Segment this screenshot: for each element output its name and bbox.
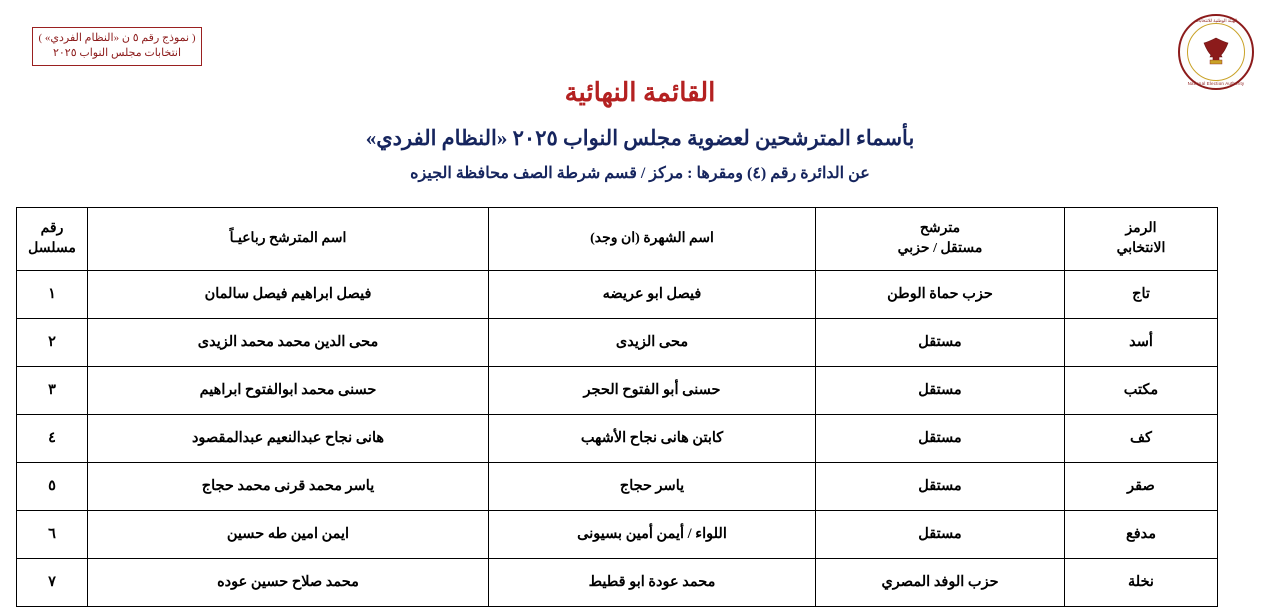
cell-party: حزب حماة الوطن <box>816 271 1065 319</box>
cell-party: مستقل <box>816 367 1065 415</box>
cell-symbol: كف <box>1065 415 1218 463</box>
cell-symbol: مدفع <box>1065 511 1218 559</box>
cell-serial: ٥ <box>17 463 88 511</box>
cell-party: حزب الوفد المصري <box>816 559 1065 607</box>
cell-symbol: صقر <box>1065 463 1218 511</box>
column-header-party-line2: مستقل / حزبي <box>897 241 983 256</box>
cell-fame: محمد عودة ابو قطيط <box>489 559 816 607</box>
table-row <box>17 319 1218 367</box>
table-row <box>17 463 1218 511</box>
table-header-row <box>17 208 1218 271</box>
cell-serial: ٦ <box>17 511 88 559</box>
candidates-table <box>16 207 1218 607</box>
column-header-symbol-line2: الانتخابي <box>1116 241 1166 256</box>
cell-fame: فيصل ابو عريضه <box>489 271 816 319</box>
emblem-text-arabic: الهيئة الوطنية للانتخابات <box>1194 18 1238 23</box>
form-number-line-1: ( نموذج رقم ٥ ن «النظام الفردي» ) <box>38 32 196 44</box>
column-header-serial-line2: مسلسل <box>28 241 76 256</box>
cell-party: مستقل <box>816 319 1065 367</box>
form-number-line-2: انتخابات مجلس النواب ٢٠٢٥ <box>52 46 182 59</box>
cell-name: محى الدين محمد محمد الزيدى <box>88 319 489 367</box>
form-number-stamp <box>32 27 202 66</box>
district-line: عن الدائرة رقم (٤) ومقرها : مركز / قسم شرطة الصف محافظة الجيزه <box>410 165 870 182</box>
table-row <box>17 415 1218 463</box>
cell-party: مستقل <box>816 463 1065 511</box>
column-header-serial <box>17 208 88 271</box>
cell-symbol: مكتب <box>1065 367 1218 415</box>
cell-fame: ياسر حجاج <box>489 463 816 511</box>
column-header-party-line1: مترشح <box>919 220 961 236</box>
table-row <box>17 559 1218 607</box>
table-body <box>17 271 1218 607</box>
cell-serial: ٢ <box>17 319 88 367</box>
column-header-name: اسم المترشح رباعيـاً <box>88 208 489 271</box>
column-header-fame: اسم الشهرة (ان وجد) <box>489 208 816 271</box>
cell-name: ايمن امين طه حسين <box>88 511 489 559</box>
cell-name: حسنى محمد ابوالفتوح ابراهيم <box>88 367 489 415</box>
cell-name: ياسر محمد قرنى محمد حجاج <box>88 463 489 511</box>
cell-symbol: تاج <box>1065 271 1218 319</box>
cell-fame: اللواء / أيمن أمين بسيونى <box>489 511 816 559</box>
column-header-party <box>816 208 1065 271</box>
cell-fame: محى الزيدى <box>489 319 816 367</box>
cell-symbol: أسد <box>1065 319 1218 367</box>
page-subtitle: بأسماء المترشحين لعضوية مجلس النواب ٢٠٢٥ «النظام الفردي» <box>365 126 915 150</box>
candidates-table-container <box>28 207 1218 607</box>
column-header-symbol-line1: الرمز <box>1125 220 1157 236</box>
cell-name: هانى نجاح عبدالنعيم عبدالمقصود <box>88 415 489 463</box>
cell-serial: ٣ <box>17 367 88 415</box>
page-title: القائمة النهائية <box>564 78 716 107</box>
column-header-symbol <box>1065 208 1218 271</box>
eagle-icon <box>1201 36 1231 68</box>
cell-name: محمد صلاح حسين عوده <box>88 559 489 607</box>
table-row <box>17 271 1218 319</box>
column-header-serial-line1: رقم <box>40 220 64 236</box>
table-row <box>17 367 1218 415</box>
cell-party: مستقل <box>816 415 1065 463</box>
table-row <box>17 511 1218 559</box>
cell-symbol: نخلة <box>1065 559 1218 607</box>
table-header <box>17 208 1218 271</box>
cell-party: مستقل <box>816 511 1065 559</box>
cell-serial: ٤ <box>17 415 88 463</box>
cell-fame: كابتن هانى نجاح الأشهب <box>489 415 816 463</box>
emblem-text-english: National Election Authority <box>1187 81 1245 86</box>
cell-name: فيصل ابراهيم فيصل سالمان <box>88 271 489 319</box>
cell-fame: حسنى أبو الفتوح الحجر <box>489 367 816 415</box>
cell-serial: ١ <box>17 271 88 319</box>
cell-serial: ٧ <box>17 559 88 607</box>
